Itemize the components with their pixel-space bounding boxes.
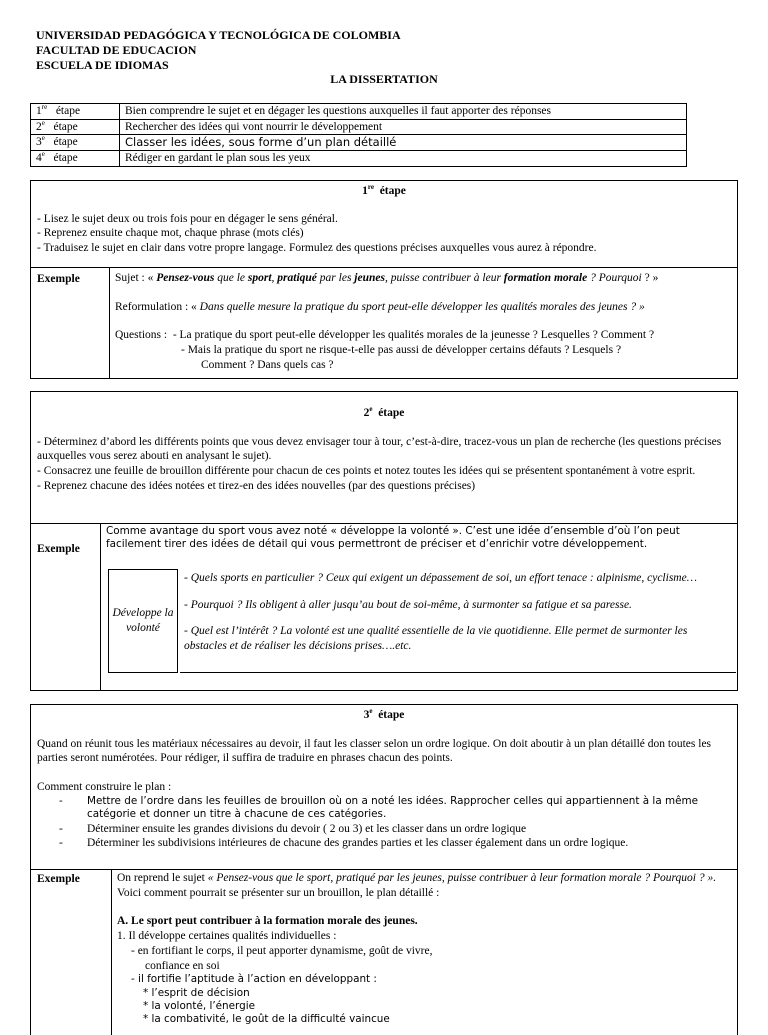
step-description-cell: Bien comprendre le sujet et en dégager les questions auxquelles il faut apporter des réponses — [120, 104, 687, 120]
plan-line: * l’esprit de décision — [143, 986, 250, 999]
plan-line: - il fortifie l’aptitude à l’action en développant : — [131, 973, 377, 986]
volonte-label: Développe la volonté — [108, 569, 178, 673]
example-label: Exemple — [37, 543, 80, 555]
faculty-name: FACULTAD DE EDUCACION — [36, 43, 197, 57]
list-item: - Déterminer ensuite les grandes divisions du devoir ( 2 ou 3) et les classer dans un ordre logique — [87, 822, 737, 837]
steps-table-row — [31, 104, 687, 120]
step1-example-body — [109, 271, 737, 373]
step3-paragraph: Comment construire le plan : — [37, 781, 172, 794]
volonte-table — [108, 569, 736, 675]
step3-title: 3e étape — [363, 707, 405, 721]
step-description-cell: Classer les idées, sous forme d’un plan détaillé — [120, 135, 687, 151]
reformulation-line: Reformulation : « Dans quelle mesure la pratique du sport peut-elle développer les qualités morales des jeunes ? » — [115, 300, 645, 313]
example-label: Exemple — [37, 273, 80, 285]
steps-summary-table — [30, 103, 687, 167]
plan-line: - en fortifiant le corps, il peut apporter dynamisme, goût de vivre, — [131, 944, 433, 957]
volonte-detail: - Quels sports en particulier ? Ceux qui exigent un dépassement de soi, un effort tenace : alpinisme, cyclisme… — [184, 572, 697, 584]
volonte-detail: - Quel est l’intérêt ? La volonté est une qualité essentielle de la vie quotidienne. Elle permet de surmonter les obstacles et de réaliser les décisions prises….etc. — [184, 625, 688, 653]
step-number-cell: 1re étape — [31, 104, 120, 120]
volonte-details — [180, 569, 736, 673]
step-number-cell: 2e étape — [31, 119, 120, 135]
step1-title: 1re étape — [362, 183, 406, 197]
list-item: - Déterminer les subdivisions intérieures de chacune des grandes parties et les classer également dans un ordre logique. — [87, 836, 737, 851]
step-number-cell: 3e étape — [31, 135, 120, 151]
school-name: ESCUELA DE IDIOMAS — [36, 58, 169, 72]
step2-title: 2e étape — [363, 405, 405, 419]
step3-list — [31, 795, 737, 851]
university-name: UNIVERSIDAD PEDAGÓGICA Y TECNOLÓGICA DE COLOMBIA — [36, 28, 401, 42]
step3-paragraph: Quand on réunit tous les matériaux nécessaires au devoir, il faut les classer selon un ordre logique. On doit aboutir à un plan détaillé don toutes les parties seront numérotées. Pour rédiger, il suffira de traduire en phrases chacun des points. — [37, 737, 712, 765]
example-label: Exemple — [37, 873, 80, 885]
questions-line: - Mais la pratique du sport ne risque-t-elle pas aussi de développer certains défauts ? Lesquels ? — [181, 344, 622, 357]
step2-instruction: - Déterminez d’abord les différents points que vous devez envisager tour à tour, c’est-à-dire, tracez-vous un plan de recherche (les questions précises auxquelles vous serez abouti en analysant le sujet). — [37, 435, 722, 463]
step3-example — [31, 869, 737, 1035]
steps-table-row — [31, 119, 687, 135]
institution-header — [36, 28, 401, 73]
step2-instruction: - Reprenez chacune des idées notées et tirez-en des idées nouvelles (par des questions précises) — [37, 479, 476, 492]
step1-instruction: - Lisez le sujet deux ou trois fois pour en dégager le sens général. — [37, 212, 338, 225]
step1-example — [31, 267, 737, 378]
example-intro: On reprend le sujet « Pensez-vous que le sport, pratiqué par les jeunes, puisse contribuer à leur formation morale ? Pourquoi ? ». Voici comment pourrait se présenter sur un brouillon, le plan détaillé : — [117, 872, 717, 899]
questions-line: Comment ? Dans quels cas ? — [201, 358, 334, 371]
step2-box — [30, 391, 738, 691]
step2-intro: Comme avantage du sport vous avez noté « développe la volonté ». C’est une idée d’ensemble d’où l’on peut facilement tirer des idées de détail qui vous permettront de préciser et d’enrichir votre développement. — [106, 525, 680, 551]
step-number-cell: 4e étape — [31, 151, 120, 167]
step-description-cell: Rechercher des idées qui vont nourrir le développement — [120, 119, 687, 135]
plan-line: 1. Il développe certaines qualités individuelles : — [117, 930, 337, 943]
step-description-cell: Rédiger en gardant le plan sous les yeux — [120, 151, 687, 167]
steps-table-row — [31, 151, 687, 167]
step1-instruction: - Reprenez ensuite chaque mot, chaque phrase (mots clés) — [37, 227, 304, 240]
step1-box — [30, 180, 738, 379]
step3-box — [30, 704, 738, 1035]
step2-instruction: - Consacrez une feuille de brouillon différente pour chacun de ces points et notez toutes les idées qui se présentent spontanément à votre esprit. — [37, 465, 696, 478]
volonte-detail: - Pourquoi ? Ils obligent à aller jusqu’au bout de soi-même, à surmonter sa fatigue et sa paresse. — [184, 598, 632, 611]
steps-table-row — [31, 135, 687, 151]
plan-line: * la volonté, l’énergie — [143, 999, 255, 1012]
step2-example — [31, 523, 737, 690]
plan-line: * la combativité, le goût de la difficulté vaincue — [143, 1013, 390, 1026]
plan-heading: A. Le sport peut contribuer à la formation morale des jeunes. — [117, 915, 418, 928]
sujet-line: Sujet : « Pensez-vous que le sport, pratiqué par les jeunes, puisse contribuer à leur formation morale ? Pourquoi ? » — [115, 272, 659, 284]
questions-line: Questions : - La pratique du sport peut-elle développer les qualités morales de la jeunesse ? Lesquelles ? Comment ? — [115, 329, 655, 342]
document-title: LA DISSERTATION — [330, 72, 438, 86]
list-item: - Mettre de l’ordre dans les feuilles de brouillon où on a noté les idées. Rapprocher celles qui appartiennent à la même catégorie et donner un titre à chacune de ces catégories. — [87, 795, 737, 822]
step3-example-body — [111, 871, 737, 1027]
step1-instruction: - Traduisez le sujet en clair dans votre propre langage. Formulez des questions précises auxquelles vous aurez à répondre. — [37, 242, 597, 255]
plan-line: confiance en soi — [145, 959, 220, 972]
